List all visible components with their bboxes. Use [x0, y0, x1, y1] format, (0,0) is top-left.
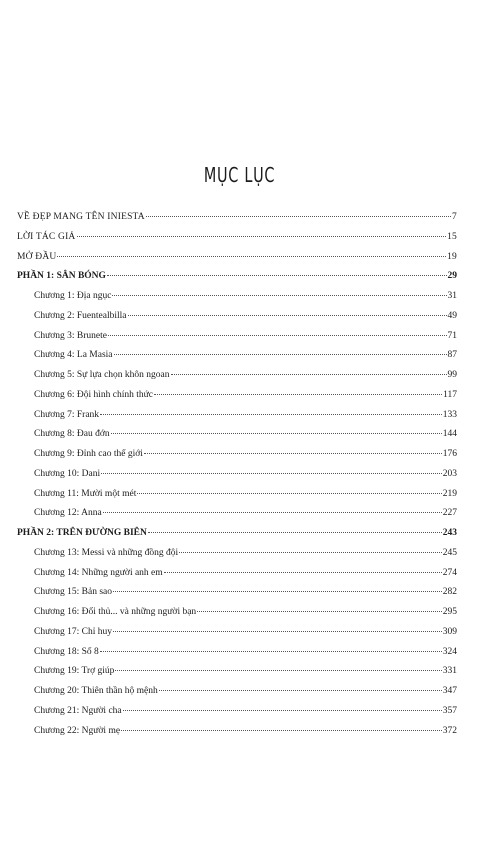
toc-entry-label: Chương 14: Những người anh em	[34, 567, 163, 578]
toc-entry-page-number: 357	[442, 705, 457, 716]
toc-entry-label: Chương 2: Fuentealbilla	[34, 310, 127, 321]
dot-leader	[114, 354, 447, 355]
toc-entry-page-number: 99	[447, 370, 457, 380]
dot-leader	[159, 690, 442, 691]
toc-entry[interactable]	[17, 370, 457, 390]
toc-entry-label: Chương 16: Đối thủ... và những người bạn	[34, 607, 197, 617]
dot-leader	[123, 710, 442, 711]
table-of-contents	[17, 212, 457, 745]
dot-leader	[108, 335, 447, 336]
toc-entry-label: Chương 20: Thiên thần hộ mệnh	[34, 686, 158, 696]
toc-entry-page-number: 203	[442, 468, 457, 479]
toc-entry-label: Chương 8: Đau đớn	[34, 429, 110, 440]
toc-entry[interactable]	[17, 568, 457, 588]
toc-entry-label: VỀ ĐẸP MANG TÊN INIESTA	[17, 212, 145, 222]
dot-leader	[137, 493, 441, 494]
toc-entry-label: Chương 10: Dani	[34, 468, 101, 479]
toc-entry-page-number: 282	[442, 587, 457, 598]
toc-entry-page-number: 144	[442, 429, 457, 440]
toc-entry[interactable]	[17, 627, 457, 647]
toc-entry-page-number: 71	[447, 330, 457, 341]
toc-entry[interactable]	[17, 212, 457, 232]
toc-entry[interactable]	[17, 350, 457, 370]
toc-entry-page-number: 309	[442, 626, 457, 637]
toc-entry-page-number: 274	[442, 567, 457, 578]
toc-entry[interactable]	[17, 410, 457, 430]
dot-leader	[57, 256, 446, 257]
page-title: MỤC LỤC	[203, 163, 276, 187]
toc-entry[interactable]	[17, 726, 457, 746]
toc-entry-label: LỜI TÁC GIẢ	[17, 231, 76, 242]
toc-entry[interactable]	[17, 469, 457, 489]
toc-entry-label: Chương 12: Anna	[34, 508, 102, 519]
toc-entry[interactable]	[17, 666, 457, 686]
toc-entry-label: Chương 22: Người mẹ	[34, 725, 121, 736]
toc-entry[interactable]	[17, 508, 457, 528]
toc-entry-label: Chương 19: Trợ giúp	[34, 666, 115, 677]
toc-entry[interactable]	[17, 429, 457, 449]
dot-leader	[107, 275, 447, 276]
toc-entry-label: Chương 11: Mười một mét	[34, 488, 137, 499]
dot-leader	[113, 591, 442, 592]
toc-entry[interactable]	[17, 686, 457, 706]
toc-entry-label: Chương 7: Frank	[34, 409, 100, 420]
toc-entry-page-number: 117	[443, 389, 457, 400]
toc-entry-label: Chương 4: La Masia	[34, 350, 113, 361]
dot-leader	[121, 730, 442, 731]
toc-entry[interactable]	[17, 548, 457, 568]
toc-entry[interactable]	[17, 449, 457, 469]
dot-leader	[112, 295, 446, 296]
toc-entry-label: PHẦN 1: SÂN BÓNG	[17, 271, 106, 282]
toc-entry-label: Chương 13: Messi và những đồng đội	[34, 547, 179, 558]
toc-entry-label: Chương 9: Đỉnh cao thế giới	[34, 449, 143, 459]
toc-entry[interactable]	[17, 291, 457, 311]
toc-entry-page-number: 7	[452, 212, 457, 222]
toc-entry-label: Chương 18: Số 8	[34, 646, 99, 657]
toc-entry-page-number: 19	[447, 251, 457, 262]
toc-entry[interactable]	[17, 706, 457, 726]
toc-entry-page-number: 31	[447, 291, 457, 301]
toc-entry-page-number: 324	[442, 646, 457, 657]
toc-entry-page-number: 133	[442, 409, 457, 420]
toc-entry[interactable]	[17, 232, 457, 252]
dot-leader	[100, 414, 442, 415]
toc-entry[interactable]	[17, 607, 457, 627]
dot-leader	[148, 532, 442, 533]
toc-entry-page-number: 29	[447, 271, 457, 282]
toc-entry-page-number: 49	[447, 310, 457, 321]
dot-leader	[100, 651, 442, 652]
dot-leader	[146, 216, 451, 217]
toc-entry-page-number: 227	[442, 508, 457, 519]
toc-entry-page-number: 245	[442, 547, 457, 558]
dot-leader	[77, 236, 447, 237]
toc-entry-label: Chương 15: Bản sao	[34, 587, 112, 598]
dot-leader	[113, 631, 442, 632]
toc-entry-label: MỞ ĐẦU	[17, 251, 57, 262]
dot-leader	[197, 611, 442, 612]
dot-leader	[164, 572, 442, 573]
toc-entry-label: Chương 6: Đội hình chính thức	[34, 389, 154, 400]
toc-entry-page-number: 87	[447, 350, 457, 361]
toc-entry-page-number: 243	[442, 528, 457, 538]
dot-leader	[171, 374, 447, 375]
toc-entry-label: Chương 17: Chỉ huy	[34, 626, 112, 637]
dot-leader	[115, 670, 441, 671]
toc-entry-label: Chương 3: Brunete	[34, 330, 107, 341]
toc-entry-page-number: 295	[442, 607, 457, 617]
toc-entry[interactable]	[17, 587, 457, 607]
dot-leader	[101, 473, 442, 474]
toc-entry-page-number: 219	[442, 488, 457, 499]
toc-entry-label: Chương 5: Sự lựa chọn khôn ngoan	[34, 370, 170, 380]
toc-entry[interactable]	[17, 390, 457, 410]
toc-entry[interactable]	[17, 252, 457, 272]
toc-entry[interactable]	[17, 489, 457, 509]
toc-entry-label: PHẦN 2: TRÊN ĐƯỜNG BIÊN	[17, 528, 147, 538]
dot-leader	[179, 552, 442, 553]
toc-entry-page-number: 331	[442, 666, 457, 677]
toc-entry[interactable]	[17, 271, 457, 291]
toc-entry[interactable]	[17, 331, 457, 351]
dot-leader	[103, 512, 442, 513]
dot-leader	[154, 394, 442, 395]
toc-entry[interactable]	[17, 311, 457, 331]
toc-entry-label: Chương 21: Người cha	[34, 705, 122, 716]
dot-leader	[144, 453, 442, 454]
dot-leader	[128, 315, 447, 316]
toc-entry-label: Chương 1: Địa ngục	[34, 291, 112, 301]
toc-entry[interactable]	[17, 528, 457, 548]
toc-entry[interactable]	[17, 647, 457, 667]
toc-entry-page-number: 347	[442, 686, 457, 696]
toc-entry-page-number: 176	[442, 449, 457, 459]
dot-leader	[111, 433, 442, 434]
toc-entry-page-number: 372	[442, 725, 457, 736]
toc-entry-page-number: 15	[447, 231, 457, 242]
